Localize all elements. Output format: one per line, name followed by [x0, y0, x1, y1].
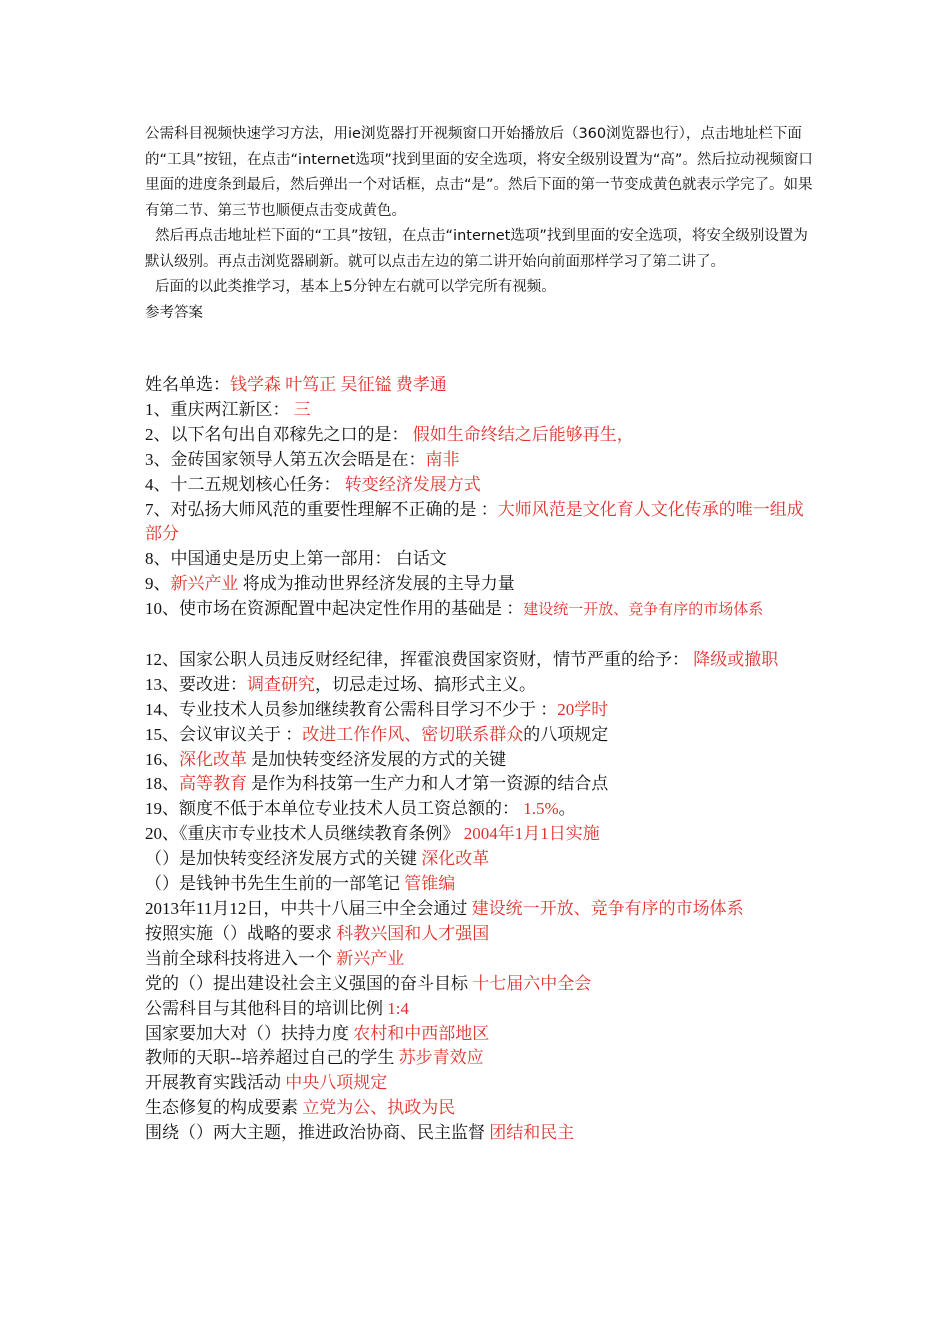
qa-line: 姓名单选：钱学森 叶笃正 吴征镒 费孝通	[145, 375, 447, 394]
intro-section	[145, 122, 815, 326]
qa-line: 10、使市场在资源配置中起决定性作用的基础是 ：建设统一开放、竞争有序的市场体系	[145, 599, 764, 619]
qa-line: 13、要改进：调查研究，切忌走过场、搞形式主义。	[145, 674, 536, 694]
qa-line: 党的（）提出建设社会主义强国的奋斗目标 十七届六中全会	[145, 973, 592, 993]
qa-line: 开展教育实践活动 中央八项规定	[145, 1073, 388, 1093]
qa-line: 4、十二五规划核心任务： 转变经济发展方式	[145, 474, 481, 494]
spacer	[145, 623, 815, 648]
qa-line: 12、国家公职人员违反财经纪律，挥霍浪费国家资财，情节严重的给予： 降级或撤职	[145, 649, 779, 669]
qa-line: 3、金砖国家领导人第五次会晤是在：南非	[145, 449, 460, 469]
qa-line: 20、《重庆市专业技术人员继续教育条例》 2004年1月1日实施	[145, 824, 600, 844]
qa-line: 16、深化改革 是加快转变经济发展的方式的关键	[145, 749, 507, 769]
qa-line: 14、专业技术人员参加继续教育公需科目学习不少于 ：20学时	[145, 699, 609, 719]
answer-list	[145, 373, 815, 1146]
qa-line: 围绕（）两大主题，推进政治协商、民主监督 团结和民主	[145, 1123, 575, 1143]
qa-line: 15、会议审议关于 ：改进工作作风、密切联系群众的八项规定	[145, 724, 609, 744]
qa-line: 国家要加大对（）扶持力度 农村和中西部地区	[145, 1023, 490, 1043]
qa-line: 教师的天职--培养超过自己的学生 苏步青效应	[145, 1048, 484, 1068]
qa-line: 生态修复的构成要素 立党为公、执政为民	[145, 1098, 456, 1118]
qa-line: 8、中国通史是历史上第一部用： 白话文	[145, 549, 447, 569]
qa-line: 当前全球科技将进入一个 新兴产业	[145, 948, 405, 968]
qa-line: 18、高等教育 是作为科技第一生产力和人才第一资源的结合点	[145, 774, 609, 794]
qa-line: 7、对弘扬大师风范的重要性理解不正确的是 ：大师风范是文化育人文化传承的唯一组成部分	[145, 499, 804, 544]
intro-paragraph-1: 公需科目视频快速学习方法，用ie浏览器打开视频窗口开始播放后（360浏览器也行），点击地址栏下面的“工具”按钮，在点击“internet选项”找到里面的安全选项，将安全级别设置为“高”。然后拉动视频窗口里面的进度条到最后，然后弹出一个对话框，点击“是”。然后下面的第一节变成黄色就表示学完了。如果有第二节、第三节也顺便点击变成黄色。	[145, 126, 813, 219]
qa-line: 按照实施（）战略的要求 科教兴国和人才强国	[145, 923, 490, 943]
reference-answers-heading: 参考答案	[145, 304, 203, 321]
qa-line: 2013年11月12日，中共十八届三中全会通过 建设统一开放、竞争有序的市场体系	[145, 899, 744, 919]
qa-line: 19、额度不低于本单位专业技术人员工资总额的： 1.5%。	[145, 799, 576, 819]
qa-line: 1、重庆两江新区： 三	[145, 399, 311, 419]
qa-line: 2、以下名句出自邓稼先之口的是： 假如生命终结之后能够再生，	[145, 424, 634, 444]
qa-line: 9、新兴产业 将成为推动世界经济发展的主导力量	[145, 574, 515, 594]
intro-paragraph-2: 然后再点击地址栏下面的“工具”按钮，在点击“internet选项”找到里面的安全选项，将安全级别设置为默认级别。再点击浏览器刷新。就可以点击左边的第二讲开始向前面那样学习了第二讲了。	[145, 228, 808, 270]
qa-line: （）是加快转变经济发展方式的关键 深化改革	[145, 849, 490, 869]
qa-line: 公需科目与其他科目的培训比例 1:4	[145, 998, 409, 1018]
qa-line: （）是钱钟书先生生前的一部笔记 管锥编	[145, 874, 456, 894]
intro-paragraph-3: 后面的以此类推学习，基本上5分钟左右就可以学完所有视频。	[155, 279, 556, 295]
